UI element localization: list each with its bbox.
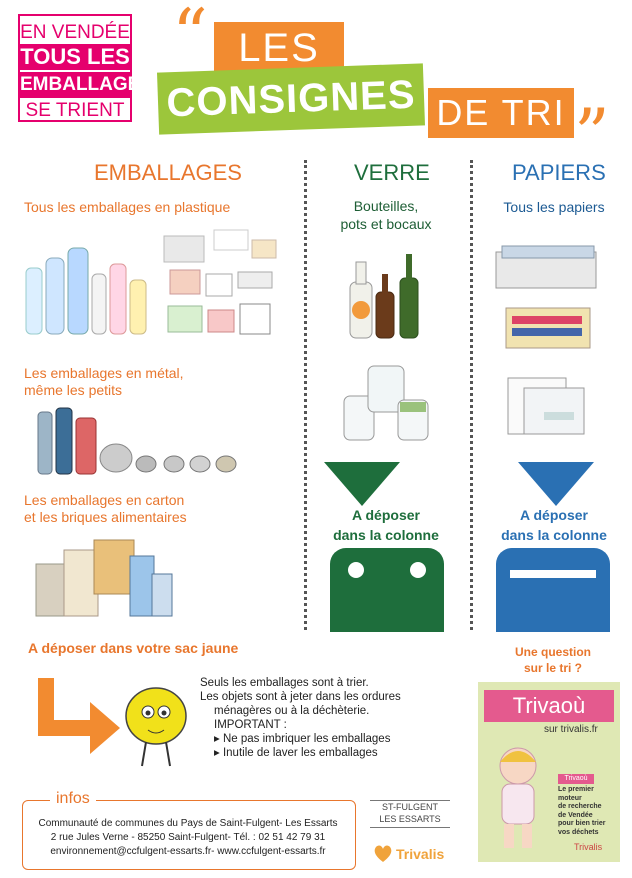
emballages-metal-label — [24, 365, 184, 399]
sac-note-1: Seuls les emballages sont à trier. — [200, 677, 369, 689]
trivalis-heart-icon — [372, 842, 394, 864]
plastic-packaging-illustration — [160, 226, 280, 346]
stfulgent-line-2: LES ESSARTS — [379, 814, 441, 824]
trivaou-desc-5: pour bien trier — [558, 820, 606, 827]
stfulgent-logo — [370, 800, 450, 828]
trivalis-logo-mark — [372, 842, 394, 864]
glass-jars-illustration — [340, 356, 444, 444]
title-de-tri: DE TRI — [428, 88, 574, 138]
badge-line-2: TOUS LES — [20, 44, 130, 69]
sac-note-3: ménagères ou à la déchèterie. — [214, 705, 370, 717]
sac-bullet-1-row — [200, 732, 440, 746]
yellow-bag-mascot-illustration — [118, 676, 194, 772]
metal-packaging-illustration — [34, 406, 254, 478]
papiers-deposit-line-2: dans la colonne — [501, 527, 607, 543]
verre-deposit-line-2: dans la colonne — [333, 527, 439, 543]
column-divider-2 — [470, 160, 473, 630]
trivaou-desc-1: Le premier — [558, 786, 594, 793]
infos-line-3: environnement@ccfulgent-essarts.fr- www.ccfulgent-essarts.fr — [50, 846, 326, 857]
verre-collection-bin — [330, 548, 444, 632]
papers-stack-image — [492, 240, 602, 358]
emballages-carton-line-1: Les emballages en carton — [24, 492, 185, 508]
papers-stack-illustration — [492, 240, 602, 358]
papiers-deposit-line-1: A déposer — [520, 507, 588, 523]
papiers-collection-bin — [496, 548, 610, 632]
heading-verre: VERRE — [354, 160, 430, 185]
verre-bin-hole-right — [410, 562, 426, 578]
emballages-carton-line-2: et les briques alimentaires — [24, 509, 187, 525]
badge-line-4: SE TRIENT — [25, 100, 125, 121]
emballages-plastique-label: Tous les emballages en plastique — [24, 199, 231, 215]
badge-line-1: EN VENDÉE — [20, 22, 130, 43]
verre-deposit-line-1: A déposer — [352, 507, 420, 523]
girl-illustration — [488, 740, 550, 852]
trivaou-poster — [478, 682, 620, 862]
verre-bin-hole-left — [348, 562, 364, 578]
sac-bullet-2-row — [200, 746, 440, 760]
trivalis-logo-text: Trivalis — [396, 846, 445, 862]
trivaou-desc-4: de Vendée — [558, 811, 593, 819]
glass-bottles-image — [344, 248, 430, 340]
trivaou-desc-2: moteur — [558, 794, 582, 802]
question-line-1: Une question — [514, 645, 591, 659]
papiers-arrow-down — [518, 462, 594, 506]
glass-jars-image — [340, 356, 444, 444]
orange-arrow-icon — [30, 672, 124, 758]
bullet-triangle-icon: ▸ — [214, 747, 223, 759]
vendee-badge — [18, 14, 153, 122]
verre-subtitle — [316, 197, 456, 233]
title-consignes: CONSIGNES — [157, 63, 425, 134]
emballages-metal-line-2: même les petits — [24, 382, 123, 398]
sac-jaune-title: A déposer dans votre sac jaune — [28, 640, 239, 656]
column-divider-1 — [304, 160, 307, 630]
verre-arrow-down — [324, 462, 400, 506]
carton-packaging-image — [34, 534, 174, 618]
trivaou-desc — [558, 786, 616, 837]
emballages-metal-line-1: Les emballages en métal, — [24, 365, 184, 381]
papiers-bin-slot — [510, 570, 596, 578]
sac-bullet-2: Inutile de laver les emballages — [222, 747, 378, 759]
verre-sub-line-2: pots et bocaux — [340, 216, 432, 232]
carton-packaging-illustration — [34, 534, 174, 618]
trivaou-tag: Trivaoù — [558, 774, 594, 784]
glass-bottles-illustration — [344, 248, 430, 340]
plastic-packaging-image — [160, 226, 280, 346]
sac-jaune-notes — [200, 676, 440, 760]
badge-line-3: EMBALLAGES — [20, 72, 130, 98]
title-quote-open: “ — [172, 0, 208, 76]
papiers-subtitle: Tous les papiers — [503, 199, 605, 215]
envelopes-illustration — [504, 372, 588, 440]
heading-papiers: PAPIERS — [512, 160, 606, 185]
girl-figure-illustration — [488, 740, 550, 852]
plastic-bottles-illustration — [22, 228, 152, 340]
trivaou-name: Trivaoù — [484, 690, 614, 722]
envelopes-image — [504, 372, 588, 440]
yellow-bag-mascot — [118, 676, 194, 772]
emballages-carton-label — [24, 492, 187, 526]
stfulgent-line-1: ST-FULGENT — [381, 802, 438, 812]
trivaou-site: sur trivalis.fr — [544, 724, 598, 735]
sac-bullet-1: Ne pas imbriquer les emballages — [222, 733, 391, 745]
bullet-triangle-icon: ▸ — [214, 733, 223, 745]
heading-emballages: EMBALLAGES — [94, 160, 242, 185]
papiers-deposit-label — [484, 505, 624, 545]
question-label — [488, 644, 618, 676]
infos-line-2: 2 rue Jules Verne - 85250 Saint-Fulgent- Tél. : 02 51 42 79 31 — [50, 832, 326, 843]
trivaou-desc-6: vos déchets — [558, 828, 599, 836]
verre-deposit-label — [316, 505, 456, 545]
sac-note-2: Les objets sont à jeter dans les ordures — [200, 691, 401, 703]
verre-sub-line-1: Bouteilles, — [353, 198, 419, 214]
metal-packaging-image — [34, 406, 254, 478]
trivaou-brand: Trivalis — [574, 842, 603, 852]
title-les: LES — [214, 22, 344, 74]
title-quote-close: ” — [574, 94, 610, 176]
trivaou-desc-3: de recherche — [558, 803, 602, 810]
plastic-bottles-image — [22, 228, 152, 340]
sac-note-important: IMPORTANT : — [214, 719, 287, 731]
infos-line-1: Communauté de communes du Pays de Saint-Fulgent- Les Essarts — [38, 818, 338, 829]
orange-arrow — [30, 672, 124, 758]
question-line-2: sur le tri ? — [523, 661, 582, 675]
infos-label: infos — [50, 790, 96, 808]
